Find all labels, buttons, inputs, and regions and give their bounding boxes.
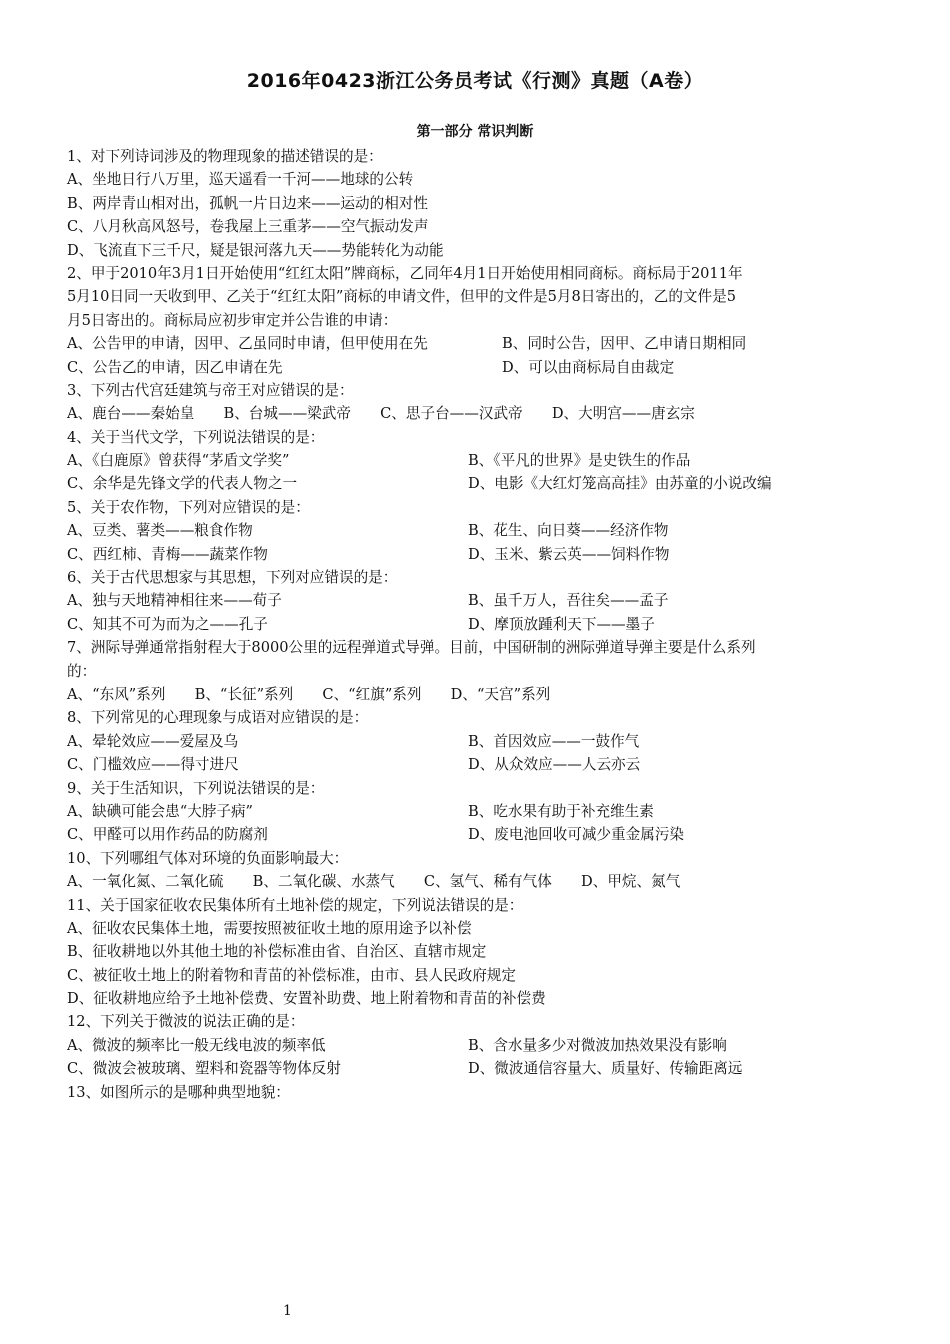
question-9-option-b: B、吃水果有助于补充维生素 xyxy=(468,802,654,820)
question-8-option-a: A、晕轮效应——爱屋及乌 xyxy=(67,732,239,750)
question-9-option-a: A、缺碘可能会患“大脖子病” xyxy=(67,802,253,820)
question-12-options-row-1 xyxy=(67,1034,882,1057)
question-10-options: A、一氧化氮、二氧化硫 B、二氧化碳、水蒸气 C、氢气、稀有气体 D、甲烷、氮气 xyxy=(67,873,681,891)
section-title: 第一部分 常识判断 xyxy=(416,124,534,140)
question-1-option-d: D、飞流直下三千尺，疑是银河落九天——势能转化为动能 xyxy=(67,241,444,259)
question-12-option-a: A、微波的频率比一般无线电波的频率低 xyxy=(67,1036,326,1054)
question-12-options-row-2 xyxy=(67,1057,882,1080)
question-8-option-d: D、从众效应——人云亦云 xyxy=(468,756,641,774)
question-11-option-a: A、征收农民集体土地，需要按照被征收土地的原用途予以补偿 xyxy=(67,919,472,937)
question-1-stem: 1、对下列诗词涉及的物理现象的描述错误的是： xyxy=(67,148,383,165)
question-3-stem: 3、下列古代宫廷建筑与帝王对应错误的是： xyxy=(67,381,354,399)
question-2-stem-line-2: 5月10日同一天收到甲、乙关于“红红太阳”商标的申请文件，但甲的文件是5月8日寄出的，乙的文件是5 xyxy=(67,288,736,306)
question-12-option-c: C、微波会被玻璃、塑料和瓷器等物体反射 xyxy=(67,1060,341,1078)
question-11-option-d: D、征收耕地应给予土地补偿费、安置补助费、地上附着物和青苗的补偿费 xyxy=(67,990,546,1008)
question-5-option-c: C、西红柿、青梅——蔬菜作物 xyxy=(67,545,268,563)
question-7-stem-line-2: 的： xyxy=(67,662,97,680)
question-11-option-c: C、被征收土地上的附着物和青苗的补偿标准，由市、县人民政府规定 xyxy=(67,966,516,984)
question-4-stem: 4、关于当代文学，下列说法错误的是： xyxy=(67,428,325,446)
question-2-stem-line-3: 月5日寄出的。商标局应初步审定并公告谁的申请： xyxy=(67,311,398,329)
question-6-option-b: B、虽千万人，吾往矣——孟子 xyxy=(468,592,669,610)
question-5-option-d: D、玉米、紫云英——饲料作物 xyxy=(468,545,670,563)
question-7-stem-line-1: 7、洲际导弹通常指射程大于8000公里的远程弹道式导弹。目前，中国研制的洲际弹道导弹主要是什么系列 xyxy=(67,639,756,657)
question-5-options-row-2 xyxy=(67,543,882,566)
question-4-options-row-1 xyxy=(67,449,882,472)
question-1-option-a: A、坐地日行八万里，巡天遥看一千河——地球的公转 xyxy=(67,171,414,189)
question-5-option-b: B、花生、向日葵——经济作物 xyxy=(468,522,669,540)
question-2-stem-line-1: 2、甲于2010年3月1日开始使用“红红太阳”牌商标，乙同年4月1日开始使用相同商标。商标局于2011年 xyxy=(67,264,743,282)
question-6-option-d: D、摩顶放踵利天下——墨子 xyxy=(468,615,655,633)
question-8-option-c: C、门槛效应——得寸进尺 xyxy=(67,756,239,774)
question-7-options: A、“东风”系列 B、“长征”系列 C、“红旗”系列 D、“天宫”系列 xyxy=(67,685,551,703)
question-1-option-b: B、两岸青山相对出，孤帆一片日边来——运动的相对性 xyxy=(67,194,428,212)
question-list xyxy=(67,145,882,1104)
question-5-stem: 5、关于农作物，下列对应错误的是： xyxy=(67,498,310,516)
question-1-option-c: C、八月秋高风怒号，卷我屋上三重茅——空气振动发声 xyxy=(67,218,429,236)
question-2-options-row-2 xyxy=(67,356,882,379)
question-3-options: A、鹿台——秦始皇 B、台城——梁武帝 C、思子台——汉武帝 D、大明宫——唐玄宗 xyxy=(67,405,695,423)
question-2-option-b: B、同时公告，因甲、乙申请日期相同 xyxy=(502,335,747,353)
question-11-stem: 11、关于国家征收农民集体所有土地补偿的规定，下列说法错误的是： xyxy=(67,896,524,914)
question-9-options-row-2 xyxy=(67,823,882,846)
question-6-option-a: A、独与天地精神相往来——荀子 xyxy=(67,592,282,610)
question-9-options-row-1 xyxy=(67,800,882,823)
question-2-option-d: D、可以由商标局自由裁定 xyxy=(502,358,675,376)
question-6-option-c: C、知其不可为而为之——孔子 xyxy=(67,615,268,633)
question-11-option-b: B、征收耕地以外其他土地的补偿标准由省、自治区、直辖市规定 xyxy=(67,943,487,961)
question-5-option-a: A、豆类、薯类——粮食作物 xyxy=(67,522,253,540)
document-title: 2016年0423浙江公务员考试《行测》真题（A卷） xyxy=(246,70,704,92)
question-4-option-c: C、余华是先锋文学的代表人物之一 xyxy=(67,475,298,493)
question-4-option-b: B、《平凡的世界》是史铁生的作品 xyxy=(468,452,691,470)
question-8-option-b: B、首因效应——一鼓作气 xyxy=(468,732,640,750)
question-4-option-d: D、电影《大红灯笼高高挂》由苏童的小说改编 xyxy=(468,475,772,493)
question-2-option-a: A、公告甲的申请，因甲、乙虽同时申请，但甲使用在先 xyxy=(67,335,428,353)
question-12-option-b: B、含水量多少对微波加热效果没有影响 xyxy=(468,1036,727,1054)
question-13-stem: 13、如图所示的是哪种典型地貌： xyxy=(67,1083,290,1101)
question-9-option-d: D、废电池回收可减少重金属污染 xyxy=(468,826,685,844)
question-2-option-c: C、公告乙的申请，因乙申请在先 xyxy=(67,358,283,376)
question-5-options-row-1 xyxy=(67,519,882,542)
question-2-options-row-1 xyxy=(67,332,882,355)
question-9-option-c: C、甲醛可以用作药品的防腐剂 xyxy=(67,826,268,844)
question-8-options-row-1 xyxy=(67,730,882,753)
question-6-stem: 6、关于古代思想家与其思想，下列对应错误的是： xyxy=(67,569,398,587)
question-6-options-row-2 xyxy=(67,613,882,636)
question-10-stem: 10、下列哪组气体对环境的负面影响最大： xyxy=(67,849,349,867)
question-12-option-d: D、微波通信容量大、质量好、传输距离远 xyxy=(468,1060,743,1078)
page-number: 1 xyxy=(283,1303,292,1319)
question-8-stem: 8、下列常见的心理现象与成语对应错误的是： xyxy=(67,709,369,727)
question-12-stem: 12、下列关于微波的说法正确的是： xyxy=(67,1013,305,1031)
question-9-stem: 9、关于生活知识，下列说法错误的是： xyxy=(67,779,325,797)
question-8-options-row-2 xyxy=(67,753,882,776)
question-4-option-a: A、《白鹿原》曾获得“茅盾文学奖” xyxy=(67,452,290,470)
question-4-options-row-2 xyxy=(67,472,882,495)
question-6-options-row-1 xyxy=(67,589,882,612)
